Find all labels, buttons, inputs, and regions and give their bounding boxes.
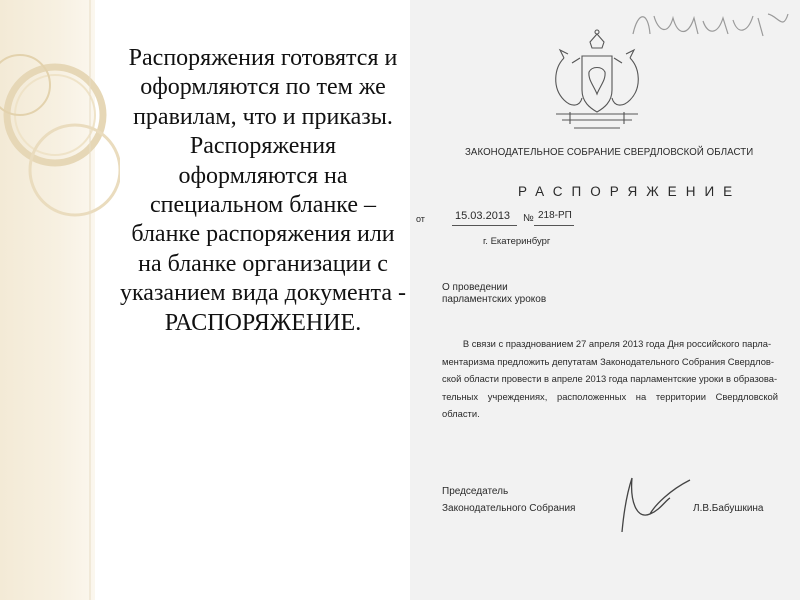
slide-text (118, 44, 408, 338)
signer-name: Л.В.Бабушкина (693, 503, 764, 514)
date-label: от (416, 214, 425, 224)
paragraph-2: Распоряжения оформляются на специальном бланке – бланке распоряжения или на бланке организации с указанием вида документа - РАСПОРЯЖЕНИЕ. (120, 133, 406, 336)
signer-position-line-1: Председатель (442, 486, 509, 497)
body-line: В связи с празднованием 27 апреля 2013 года Дня российского парла- (442, 338, 772, 349)
document-date: 15.03.2013 (455, 210, 511, 222)
coat-of-arms-emblem (542, 28, 652, 138)
handwritten-signature (610, 470, 700, 540)
number-label: № (523, 213, 534, 224)
date-underline (452, 225, 517, 226)
paragraph-1: Распоряжения готовятся и оформляются по тем же правилам, что и приказы. (128, 45, 398, 130)
decorative-circles (0, 0, 120, 600)
body-line: ментаризма предложить депутатам Законодательного Собрания Свердлов- (442, 355, 775, 367)
document-body (442, 335, 778, 423)
subject-line-2: парламентских уроков (442, 294, 547, 305)
body-line: тельных учреждениях, расположенных на территории Свердловской области. (442, 390, 778, 419)
handwritten-note (628, 6, 798, 46)
signer-position-line-2: Законодательного Собрания (442, 503, 576, 514)
scanned-document (410, 0, 800, 600)
body-line: ской области провести в апреле 2013 года парламентские уроки в образова- (442, 373, 778, 384)
subject-line-1: О проведении (442, 282, 508, 293)
document-city: г. Екатеринбург (483, 236, 551, 247)
document-number: 218-РП (538, 210, 572, 221)
organization-name: ЗАКОНОДАТЕЛЬНОЕ СОБРАНИЕ СВЕРДЛОВСКОЙ ОБЛАСТИ (465, 146, 754, 158)
document-title: РАСПОРЯЖЕНИЕ (518, 184, 742, 199)
number-underline (534, 225, 574, 226)
